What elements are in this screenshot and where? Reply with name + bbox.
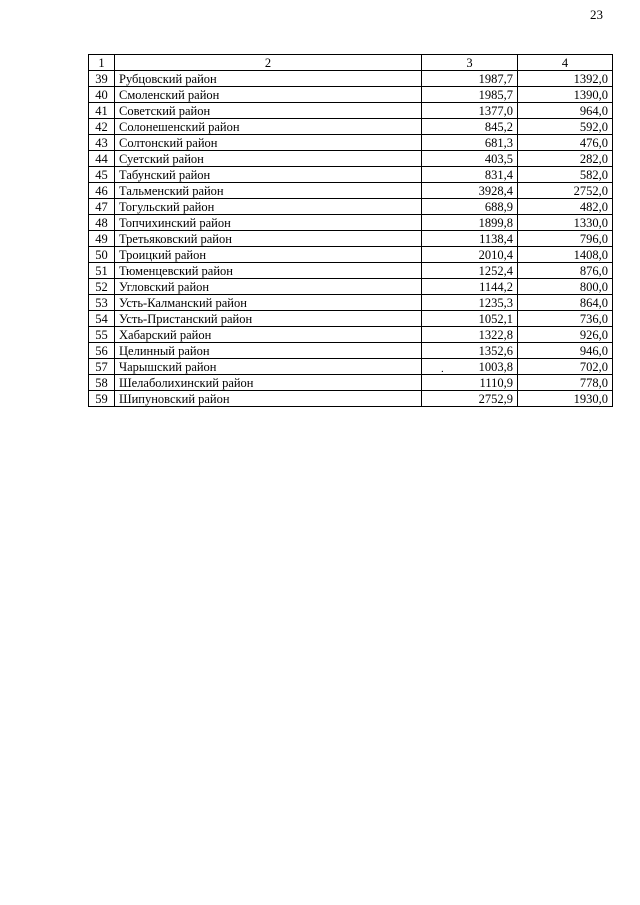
row-number: 42 — [89, 119, 115, 135]
row-number: 54 — [89, 311, 115, 327]
district-name: Смоленский район — [115, 87, 422, 103]
row-number: 59 — [89, 391, 115, 407]
value-col-4: 1930,0 — [518, 391, 613, 407]
value-col-4: 796,0 — [518, 231, 613, 247]
district-name: Чарышский район — [115, 359, 422, 375]
district-name: Солонешенский район — [115, 119, 422, 135]
row-number: 43 — [89, 135, 115, 151]
row-number: 39 — [89, 71, 115, 87]
district-name: Угловский район — [115, 279, 422, 295]
district-name: Рубцовский район — [115, 71, 422, 87]
value-col-4: 1330,0 — [518, 215, 613, 231]
table-row — [89, 359, 613, 375]
table-row — [89, 343, 613, 359]
row-number: 40 — [89, 87, 115, 103]
column-header-3: 3 — [422, 55, 518, 71]
district-name: Хабарский район — [115, 327, 422, 343]
table-row — [89, 199, 613, 215]
value-col-3: 681,3 — [422, 135, 518, 151]
table-row — [89, 263, 613, 279]
value-col-3: 845,2 — [422, 119, 518, 135]
district-name: Тюменцевский район — [115, 263, 422, 279]
value-col-3: 1052,1 — [422, 311, 518, 327]
district-name: Третьяковский район — [115, 231, 422, 247]
value-col-3: 831,4 — [422, 167, 518, 183]
row-number: 45 — [89, 167, 115, 183]
value-col-3: 2752,9 — [422, 391, 518, 407]
value-col-4: 476,0 — [518, 135, 613, 151]
value-col-3: 1138,4 — [422, 231, 518, 247]
value-col-4: 864,0 — [518, 295, 613, 311]
district-name: Суетский район — [115, 151, 422, 167]
value-col-4: 964,0 — [518, 103, 613, 119]
value-col-4: 2752,0 — [518, 183, 613, 199]
value-col-4: 778,0 — [518, 375, 613, 391]
row-number: 51 — [89, 263, 115, 279]
table-row — [89, 135, 613, 151]
value-col-4: 946,0 — [518, 343, 613, 359]
value-col-3: 1144,2 — [422, 279, 518, 295]
table-row — [89, 103, 613, 119]
row-number: 48 — [89, 215, 115, 231]
district-name: Тальменский район — [115, 183, 422, 199]
value-col-3: 1987,7 — [422, 71, 518, 87]
table-row — [89, 295, 613, 311]
value-col-4: 482,0 — [518, 199, 613, 215]
table-row — [89, 231, 613, 247]
value-col-3: 403,5 — [422, 151, 518, 167]
district-name: Целинный район — [115, 343, 422, 359]
row-number: 49 — [89, 231, 115, 247]
value-col-4: 282,0 — [518, 151, 613, 167]
value-col-3: 1235,3 — [422, 295, 518, 311]
district-name: Топчихинский район — [115, 215, 422, 231]
table-row — [89, 183, 613, 199]
row-number: 41 — [89, 103, 115, 119]
district-name: Шелаболихинский район — [115, 375, 422, 391]
column-header-2: 2 — [115, 55, 422, 71]
table-row — [89, 327, 613, 343]
row-number: 57 — [89, 359, 115, 375]
value-col-3: 3928,4 — [422, 183, 518, 199]
value-col-4: 736,0 — [518, 311, 613, 327]
district-name: Троицкий район — [115, 247, 422, 263]
district-name: Шипуновский район — [115, 391, 422, 407]
value-col-4: 800,0 — [518, 279, 613, 295]
value-col-4: 876,0 — [518, 263, 613, 279]
page-number: 23 — [590, 7, 603, 22]
table-row — [89, 119, 613, 135]
value-col-3: 1003,8 — [422, 359, 518, 375]
value-col-3: 1985,7 — [422, 87, 518, 103]
district-name: Солтонский район — [115, 135, 422, 151]
table-row — [89, 247, 613, 263]
district-name: Усть-Калманский район — [115, 295, 422, 311]
table-row — [89, 71, 613, 87]
value-col-3: 688,9 — [422, 199, 518, 215]
table-row — [89, 215, 613, 231]
table-row — [89, 167, 613, 183]
row-number: 52 — [89, 279, 115, 295]
table-row — [89, 375, 613, 391]
table-row — [89, 311, 613, 327]
value-col-3: 1252,4 — [422, 263, 518, 279]
value-col-4: 702,0 — [518, 359, 613, 375]
value-col-4: 1392,0 — [518, 71, 613, 87]
row-number: 50 — [89, 247, 115, 263]
row-number: 53 — [89, 295, 115, 311]
row-number: 56 — [89, 343, 115, 359]
value-col-3: 1899,8 — [422, 215, 518, 231]
district-name: Усть-Пристанский район — [115, 311, 422, 327]
value-col-4: 582,0 — [518, 167, 613, 183]
district-name: Тогульский район — [115, 199, 422, 215]
value-col-4: 1390,0 — [518, 87, 613, 103]
stray-dot-mark: . — [441, 363, 444, 375]
row-number: 46 — [89, 183, 115, 199]
district-name: Табунский район — [115, 167, 422, 183]
row-number: 58 — [89, 375, 115, 391]
value-col-3: 2010,4 — [422, 247, 518, 263]
table-row — [89, 87, 613, 103]
table-header-row — [89, 55, 613, 71]
row-number: 44 — [89, 151, 115, 167]
data-table — [88, 54, 613, 407]
table-row — [89, 391, 613, 407]
column-header-4: 4 — [518, 55, 613, 71]
district-name: Советский район — [115, 103, 422, 119]
value-col-4: 1408,0 — [518, 247, 613, 263]
value-col-3: 1110,9 — [422, 375, 518, 391]
row-number: 47 — [89, 199, 115, 215]
row-number: 55 — [89, 327, 115, 343]
table-row — [89, 279, 613, 295]
table-body — [89, 55, 613, 407]
value-col-3: 1352,6 — [422, 343, 518, 359]
value-col-3: 1377,0 — [422, 103, 518, 119]
value-col-4: 926,0 — [518, 327, 613, 343]
column-header-1: 1 — [89, 55, 115, 71]
value-col-4: 592,0 — [518, 119, 613, 135]
table-row — [89, 151, 613, 167]
value-col-3: 1322,8 — [422, 327, 518, 343]
